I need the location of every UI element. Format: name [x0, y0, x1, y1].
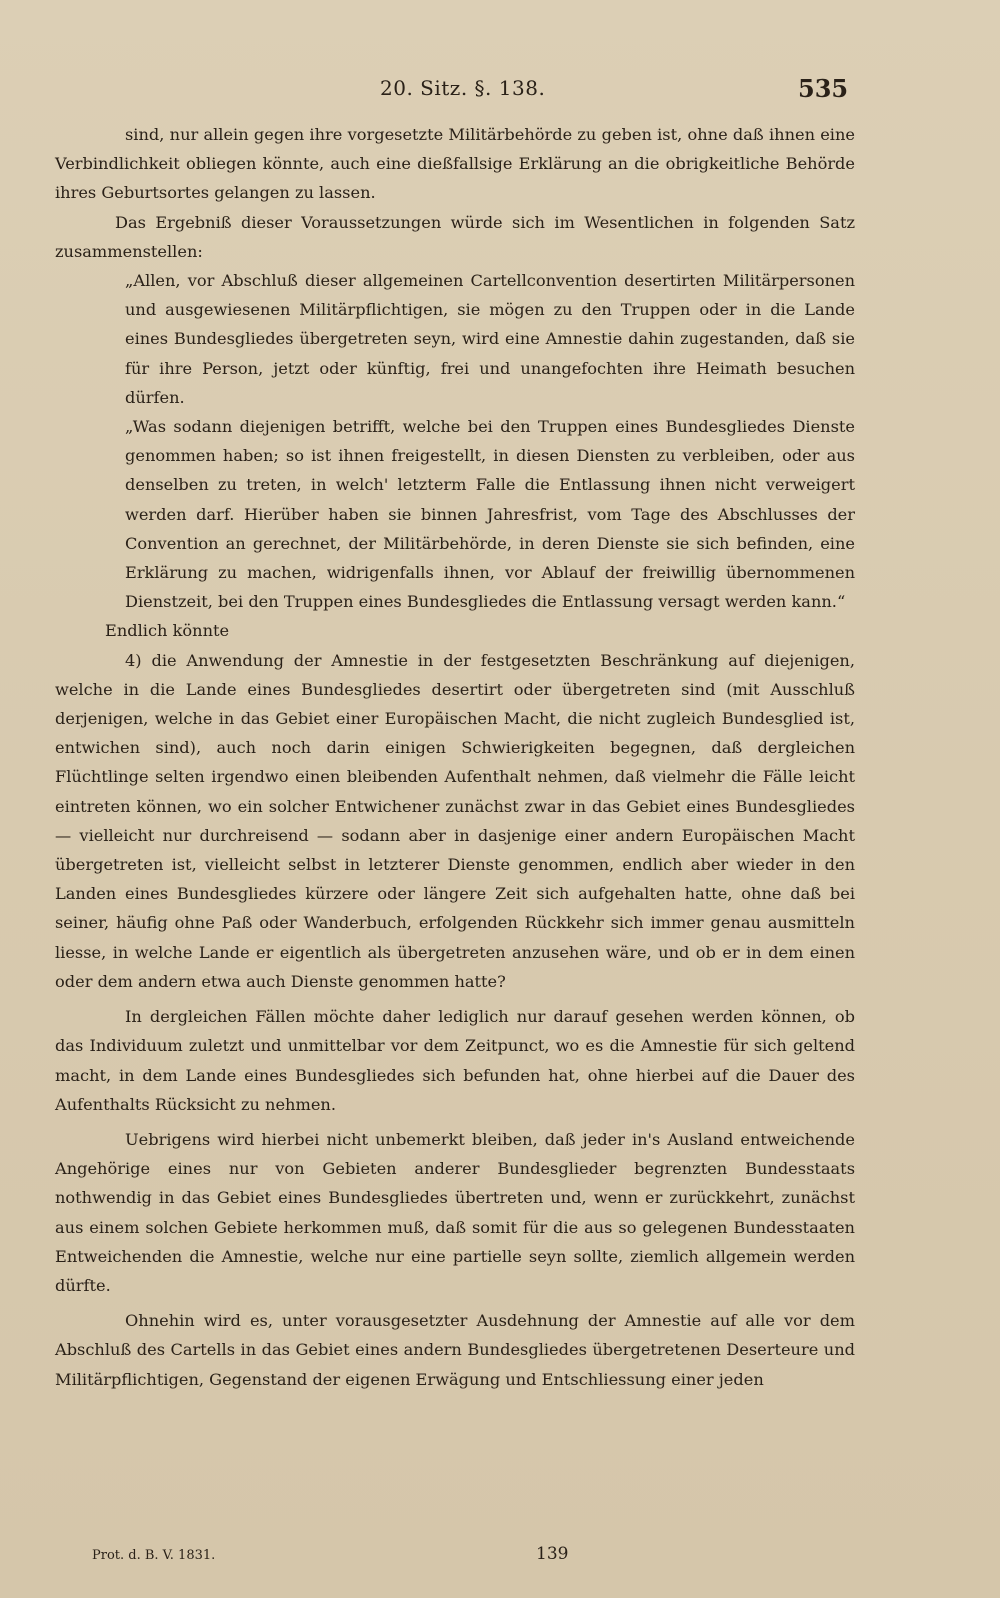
- page-header: [0, 76, 1000, 106]
- paragraph-summary-intro: Das Ergebniß dieser Voraussetzungen würde sich im Wesentlichen in folgenden Satz zusammenstellen:: [55, 212, 855, 261]
- paragraph-moreover: Uebrigens wird hierbei nicht unbemerkt bleiben, daß jeder in's Ausland entweichende Angehörige eines nur von Gebieten anderer Bundesglieder begrenzten Bundesstaats nothwendig in das Gebiet eines Bundesgliedes übertreten und, wenn er zurückkehrt, zunächst aus einem solchen Gebiete herkommen muß, daß somit für die aus so gelegenen Bundesstaaten Entweichenden die Amnestie, welche nur eine partielle seyn sollte, ziemlich allgemein werden dürfte.: [55, 1129, 855, 1295]
- page-number: 535: [798, 74, 849, 103]
- sheet-number: 139: [536, 1544, 569, 1564]
- paragraph-besides: Ohnehin wird es, unter vorausgesetzter Ausdehnung der Amnestie auf alle vor dem Abschluß des Cartells in das Gebiet eines andern Bundesgliedes übergetretenen Deserteure und Militärpflichtigen, Gegenstand der eigenen Erwägung und Entschliessung einer jeden: [55, 1311, 855, 1389]
- paragraph-finally: Endlich könnte: [105, 621, 230, 641]
- footer-signature: Prot. d. B. V. 1831.: [92, 1548, 216, 1563]
- page-footer: [0, 1544, 1000, 1578]
- quoted-paragraph-1: „Allen, vor Abschluß dieser allgemeinen Cartellconvention desertirten Militärpersonen und ausgewiesenen Militärpflichtigen, sie mögen zu den Truppen oder in die Lande eines Bundesgliedes übergetreten seyn, wird eine Amnestie dahin zugestanden, daß sie für ihre Person, jetzt oder künftig, frei und unangefochten ihre Heimath besuchen dürfen.: [125, 271, 855, 407]
- body-text: [55, 120, 855, 1394]
- paragraph-continuation: sind, nur allein gegen ihre vorgesetzte Militärbehörde zu geben ist, ohne daß ihnen eine Verbindlichkeit obliegen könnte, auch eine dießfallsige Erklärung an die obrigkeitliche Behörde ihres Geburtsortes gelangen zu lassen.: [55, 125, 855, 203]
- paragraph-such-cases: In dergleichen Fällen möchte daher lediglich nur darauf gesehen werden können, ob das Individuum zuletzt und unmittelbar vor dem Zeitpunct, wo es die Amnestie für sich geltend macht, in dem Lande eines Bundesgliedes sich befunden hat, ohne hierbei auf die Dauer des Aufenthalts Rücksicht zu nehmen.: [55, 1007, 855, 1114]
- quoted-paragraph-2: „Was sodann diejenigen betrifft, welche bei den Truppen eines Bundesgliedes Dienste genommen haben; so ist ihnen freigestellt, in diesen Diensten zu verbleiben, oder aus denselben zu treten, in welch' letzterm Falle die Entlassung ihnen nicht verweigert werden darf. Hierüber haben sie binnen Jahresfrist, vom Tage des Abschlusses der Convention an gerechnet, der Militärbehörde, in deren Dienste sie sich befinden, eine Erklärung zu machen, widrigenfalls ihnen, vor Ablauf der freiwillig übernommenen Dienstzeit, bei den Truppen eines Bundesgliedes die Entlassung versagt werden kann.“: [125, 417, 855, 612]
- paragraph-point-4: 4) die Anwendung der Amnestie in der festgesetzten Beschränkung auf diejenigen, welche in die Lande eines Bundesgliedes desertirt oder übergetreten sind (mit Ausschluß derjenigen, welche in das Gebiet einer Europäischen Macht, die nicht zugleich Bundesglied ist, entwichen sind), auch noch darin einigen Schwierigkeiten begegnen, daß dergleichen Flüchtlinge selten irgendwo einen bleibenden Aufenthalt nehmen, daß vielmehr die Fälle leicht eintreten können, wo ein solcher Entwichener zunächst zwar in das Gebiet eines Bundesgliedes — vielleicht nur durchreisend — sodann aber in dasjenige einer andern Europäischen Macht übergetreten ist, vielleicht selbst in letzterer Dienste genommen, endlich aber wieder in den Landen eines Bundesgliedes kürzere oder längere Zeit sich aufgehalten hatte, ohne daß bei seiner, häufig ohne Paß oder Wanderbuch, erfolgenden Rückkehr sich immer genau ausmitteln liesse, in welche Lande er eigentlich als übergetreten anzusehen wäre, und ob er in dem einen oder dem andern etwa auch Dienste genommen hatte?: [55, 650, 855, 991]
- running-title: 20. Sitz. §. 138.: [380, 76, 546, 100]
